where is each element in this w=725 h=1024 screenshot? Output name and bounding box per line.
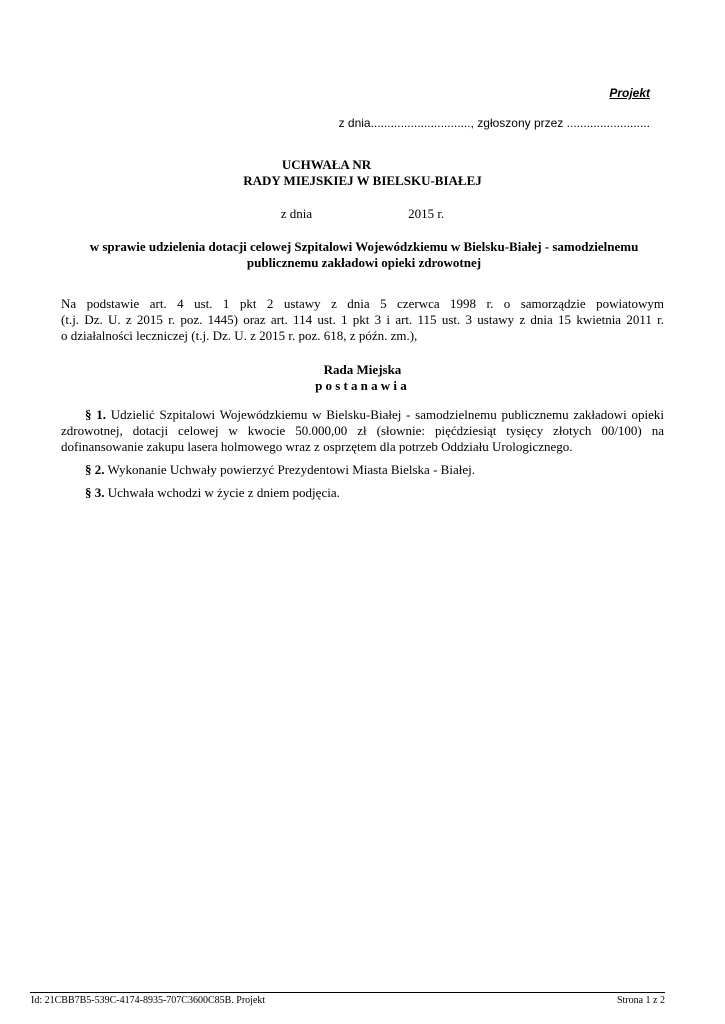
resolution-number-label: UCHWAŁA NR: [281, 157, 372, 172]
footer-divider: [30, 992, 665, 993]
section-text: Udzielić Szpitalowi Wojewódzkiemu w Bielsku-Białej - samodzielnemu publicznemu zakładowi opieki zdrowotnej, dotacji celowej w kwocie 50.000,00 zł (słownie: pięćdziesiąt tysięcy złotych 00/100) na dofinansowanie zakupu lasera holmowego wraz z osprzętem dla potrzeb Oddziału Urologicznego.: [61, 407, 665, 454]
council-name: RADY MIEJSKIEJ W BIELSKU-BIAŁEJ: [243, 173, 482, 188]
resolution-subject: [64, 239, 664, 271]
document-id: Id: 21CBB7B5-539C-4174-8935-707C3600C85B. Projekt: [31, 995, 266, 1006]
section-text: Uchwała wchodzi w życie z dniem podjęcia.: [107, 485, 340, 500]
date-year: 2015 r.: [408, 206, 445, 221]
legal-basis-line-2: (t.j. Dz. U. z 2015 r. poz. 1445) oraz art. 114 ust. 1 pkt 3 i art. 115 ust. 3 ustawy z dnia 15 kwietnia 2011 r.: [61, 312, 664, 327]
legal-basis: [61, 296, 664, 344]
legal-basis-line-3: o działalności leczniczej (t.j. Dz. U. z 2015 r. poz. 618, z późn. zm.),: [61, 328, 418, 343]
section-3: [61, 485, 664, 501]
section-symbol: § 1.: [85, 407, 106, 422]
page-number: Strona 1 z 2: [616, 995, 665, 1006]
section-symbol: § 2.: [85, 462, 105, 477]
submission-line: z dnia.............................., zgłoszony przez .........................: [338, 116, 650, 130]
resolution-title: [60, 157, 665, 189]
projekt-label: Projekt: [609, 86, 650, 100]
subject-line-1: w sprawie udzielenia dotacji celowej Szpitalowi Wojewódzkiemu w Bielsku-Białej - samodzielnemu: [89, 239, 639, 254]
legal-basis-line-1: Na podstawie art. 4 ust. 1 pkt 2 ustawy z dnia 5 czerwca 1998 r. o samorządzie powiatowym: [61, 296, 664, 311]
section-text: Wykonanie Uchwały powierzyć Prezydentowi Miasta Bielska - Białej.: [107, 462, 475, 477]
subject-line-2: publicznemu zakładowi opieki zdrowotnej: [246, 255, 482, 270]
section-1: [61, 407, 664, 455]
section-2: [61, 462, 664, 478]
rada-miejska: Rada Miejska: [323, 362, 402, 377]
resolution-date: [60, 206, 665, 222]
council-decision-heading: [60, 362, 665, 394]
date-prefix: z dnia: [280, 206, 313, 221]
postanawia: postanawia: [315, 378, 410, 393]
section-symbol: § 3.: [85, 485, 105, 500]
